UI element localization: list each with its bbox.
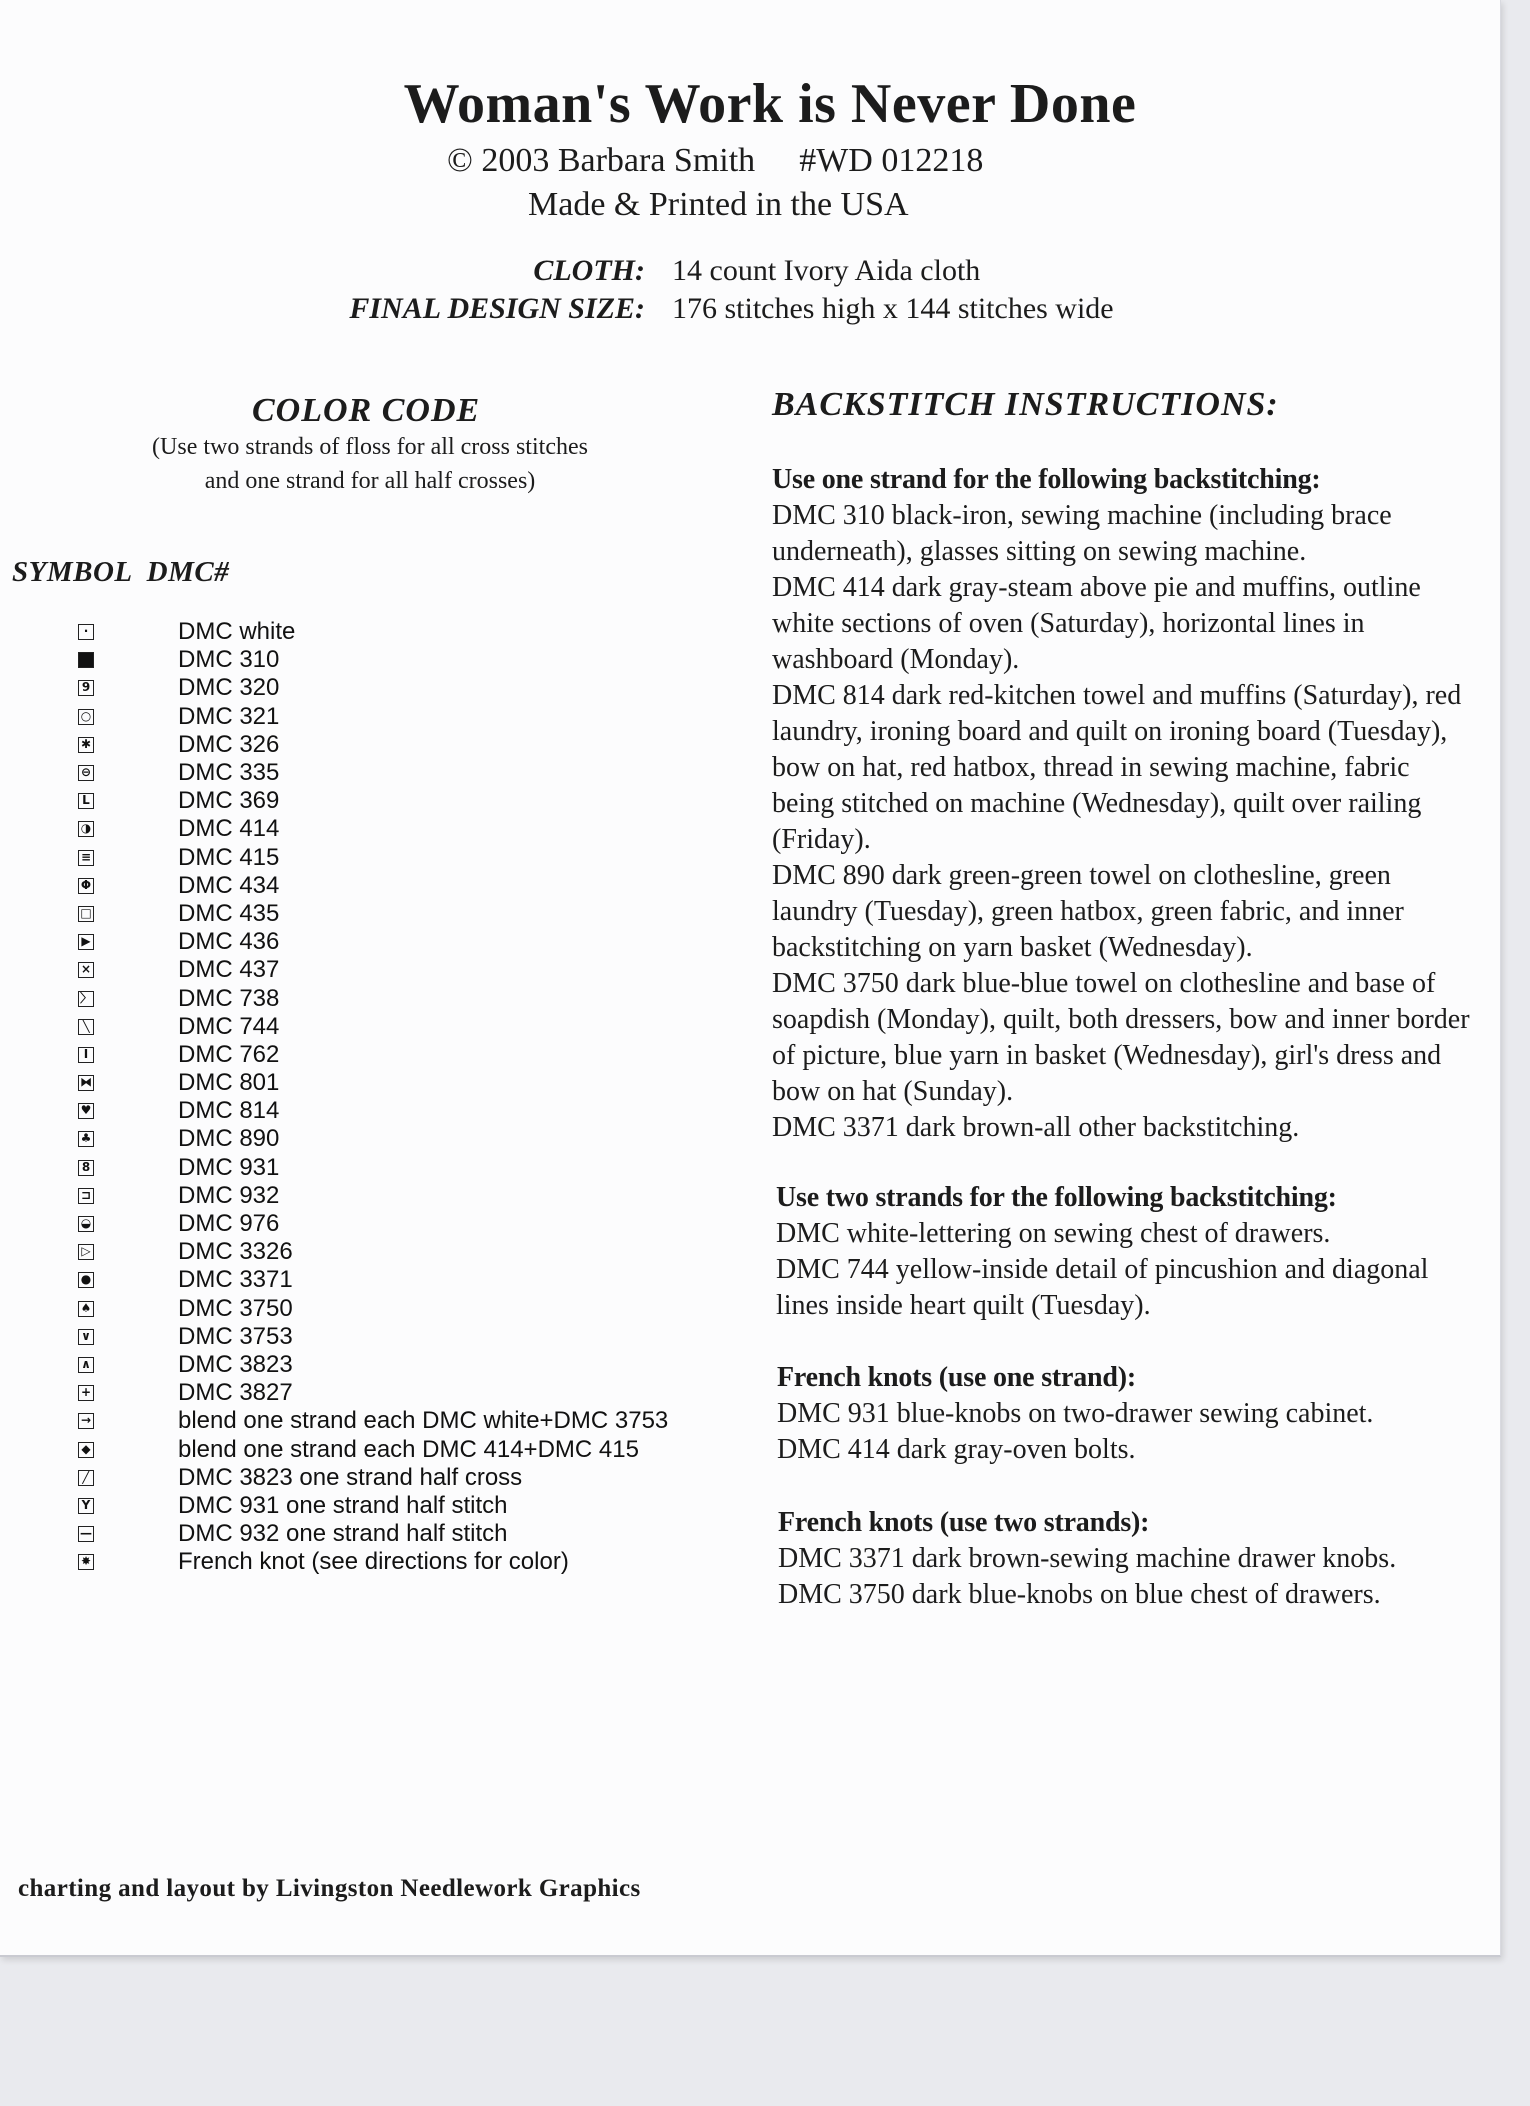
- circle-symbol-icon: ○: [78, 709, 94, 725]
- symbol-dmc-header: [12, 556, 229, 589]
- l-symbol-icon: L: [78, 793, 94, 809]
- backstitch-item: DMC 3750 dark blue-blue towel on clothesline and base of soapdish (Monday), quilt, both dressers, bow and inner border of picture, blue yarn in basket (Wednesday), girl's dress and bow on hat (Sunday).: [772, 968, 1470, 1107]
- asterisk-symbol-icon: ✱: [78, 737, 94, 753]
- french-knots-two-section: [778, 1505, 1478, 1613]
- backstitch-item: DMC 3371 dark brown-all other backstitching.: [772, 1112, 1300, 1143]
- color-code-row: [78, 1323, 718, 1351]
- color-code-heading: COLOR CODE: [252, 392, 481, 429]
- dmc-label: DMC 3827: [178, 1379, 293, 1407]
- color-code-row: [78, 1182, 718, 1210]
- french-knots-two-heading: French knots (use two strands):: [778, 1507, 1150, 1538]
- color-code-row: [78, 928, 718, 956]
- french-knots-one-section: [777, 1360, 1477, 1468]
- color-code-list: [78, 618, 718, 1576]
- color-code-row: [78, 1266, 718, 1294]
- backstitch-item: DMC 744 yellow-inside detail of pincushion and diagonal lines inside heart quilt (Tuesday).: [776, 1254, 1429, 1321]
- dmc-label: DMC 801: [178, 1069, 280, 1097]
- caret-symbol-icon: ∧: [78, 1357, 94, 1373]
- color-code-row: [78, 787, 718, 815]
- copyright-line: [447, 142, 983, 180]
- french-knot-item: DMC 3750 dark blue-knobs on blue chest of drawers.: [778, 1579, 1381, 1610]
- backstitch-item: DMC 310 black-iron, sewing machine (including brace underneath), glasses sitting on sewing machine.: [772, 500, 1392, 567]
- color-code-note-2: and one strand for all half crosses): [204, 468, 536, 494]
- color-code-row: [78, 872, 718, 900]
- color-code-row: [78, 1548, 718, 1576]
- color-code-row: [78, 1520, 718, 1548]
- color-code-row: [78, 1238, 718, 1266]
- dmc-column-header: DMC#: [146, 556, 230, 588]
- color-code-row: [78, 1464, 718, 1492]
- dmc-label: DMC 932: [178, 1181, 280, 1209]
- filled-circle-symbol-icon: ●: [78, 1272, 94, 1288]
- plus-symbol-icon: +: [78, 1385, 94, 1401]
- one-strand-heading: Use one strand for the following backstitching:: [772, 464, 1321, 495]
- symbol-column-header: SYMBOL: [12, 556, 133, 588]
- right-angle-symbol-icon: 〉: [79, 990, 92, 1005]
- filled-square-symbol-icon: [78, 652, 94, 668]
- color-code-row: [78, 1379, 718, 1407]
- dmc-label: DMC 976: [178, 1210, 280, 1238]
- french-knot-item: DMC 931 blue-knobs on two-drawer sewing cabinet.: [777, 1398, 1374, 1429]
- color-code-row: [78, 731, 718, 759]
- inner-square-symbol-icon: □: [78, 906, 94, 922]
- backstitch-item: DMC white-lettering on sewing chest of drawers.: [776, 1218, 1331, 1249]
- dmc-label: blend one strand each DMC 414+DMC 415: [178, 1435, 639, 1463]
- dmc-label: DMC 890: [178, 1125, 280, 1153]
- color-code-row: [78, 1154, 718, 1182]
- color-code-row: [78, 674, 718, 702]
- two-strand-section: [776, 1180, 1476, 1324]
- dot-symbol-icon: ·: [78, 624, 94, 640]
- dmc-label: DMC 931 one strand half stitch: [178, 1491, 508, 1519]
- dmc-label: DMC 3371: [178, 1266, 293, 1294]
- copyright-text: © 2003 Barbara Smith: [447, 142, 756, 179]
- eight-symbol-icon: 8: [78, 1160, 94, 1176]
- dmc-label: DMC 321: [178, 702, 280, 730]
- dmc-label: DMC 335: [178, 759, 280, 787]
- design-size-value: 176 stitches high x 144 stitches wide: [672, 292, 1114, 325]
- lower-half-symbol-icon: ◒: [78, 1216, 94, 1232]
- phi-symbol-icon: Φ: [78, 878, 94, 894]
- dmc-label: DMC 326: [178, 730, 280, 758]
- dmc-label: DMC 931: [178, 1153, 280, 1181]
- color-code-row: [78, 618, 718, 646]
- dmc-label: DMC 3750: [178, 1294, 293, 1322]
- color-code-row: [78, 1435, 718, 1463]
- dash-symbol-icon: —: [80, 1526, 92, 1541]
- cloth-value: 14 count Ivory Aida cloth: [672, 254, 981, 287]
- french-knot-item: DMC 3371 dark brown-sewing machine drawer knobs.: [778, 1543, 1397, 1574]
- dmc-label: DMC 932 one strand half stitch: [178, 1520, 508, 1548]
- arrow-symbol-icon: →: [78, 1413, 94, 1429]
- dmc-label: DMC 414: [178, 815, 280, 843]
- half-circle-symbol-icon: ◑: [78, 821, 94, 837]
- cloth-label: CLOTH:: [533, 254, 645, 287]
- slash-symbol-icon: ╱: [78, 1470, 94, 1486]
- french-knots-one-heading: French knots (use one strand):: [777, 1362, 1137, 1393]
- two-strand-heading: Use two strands for the following backstitching:: [776, 1182, 1337, 1213]
- v-symbol-icon: ∨: [78, 1329, 94, 1345]
- nine-symbol-icon: 9: [78, 680, 94, 696]
- color-code-row: [78, 1013, 718, 1041]
- dmc-label: DMC 437: [178, 956, 280, 984]
- starburst-symbol-icon: ✸: [78, 1554, 94, 1570]
- color-code-row: [78, 1125, 718, 1153]
- dmc-label: DMC 436: [178, 928, 280, 956]
- dmc-label: DMC 3823: [178, 1350, 293, 1378]
- design-size-label: FINAL DESIGN SIZE:: [349, 292, 645, 325]
- y-symbol-icon: Y: [78, 1498, 94, 1514]
- color-code-row: [78, 1351, 718, 1379]
- color-code-row: [78, 1069, 718, 1097]
- dmc-label: DMC 3753: [178, 1322, 293, 1350]
- made-in-line: Made & Printed in the USA: [528, 186, 909, 223]
- color-code-row: [78, 646, 718, 674]
- dmc-label: French knot (see directions for color): [178, 1548, 569, 1576]
- backstitch-item: DMC 414 dark gray-steam above pie and muffins, outline white sections of oven (Saturday), horizontal lines in washboard (Monday).: [772, 572, 1421, 675]
- dmc-label: DMC white: [178, 618, 296, 646]
- color-code-row: [78, 1407, 718, 1435]
- dmc-label: DMC 310: [178, 646, 280, 674]
- club-symbol-icon: ♣: [78, 1131, 94, 1147]
- credit-footer: charting and layout by Livingston Needlework Graphics: [18, 1875, 641, 1902]
- backstitch-heading: BACKSTITCH INSTRUCTIONS:: [772, 386, 1279, 423]
- dmc-label: DMC 744: [178, 1012, 280, 1040]
- dmc-label: DMC 434: [178, 871, 280, 899]
- color-code-note-1: (Use two strands of floss for all cross stitches: [152, 434, 588, 460]
- color-code-row: [78, 1210, 718, 1238]
- dmc-label: DMC 738: [178, 984, 280, 1012]
- outline-triangle-symbol-icon: ▷: [78, 1244, 94, 1260]
- right-triangle-symbol-icon: ▶: [78, 934, 94, 950]
- i-bar-symbol-icon: I: [78, 1047, 94, 1063]
- spade-symbol-icon: ♠: [78, 1301, 94, 1317]
- backslash-symbol-icon: ╲: [78, 1019, 94, 1035]
- color-code-row: [78, 703, 718, 731]
- dmc-label: DMC 369: [178, 787, 280, 815]
- color-code-row: [78, 1492, 718, 1520]
- color-code-row: [78, 1097, 718, 1125]
- dmc-label: DMC 320: [178, 674, 280, 702]
- one-strand-section: [772, 462, 1472, 1146]
- dmc-label: DMC 762: [178, 1040, 280, 1068]
- triple-bar-symbol-icon: ≡: [78, 850, 94, 866]
- design-code: #WD 012218: [799, 142, 984, 179]
- color-code-row: [78, 956, 718, 984]
- backstitch-item: DMC 814 dark red-kitchen towel and muffins (Saturday), red laundry, ironing board and quilt on ironing board (Tuesday), bow on hat, red hatbox, thread in sewing machine, fabric being stitched on machine (Wednesday), quilt over railing (Friday).: [772, 680, 1462, 855]
- color-code-row: [78, 1295, 718, 1323]
- bowtie-symbol-icon: ⧓: [80, 1075, 92, 1090]
- color-code-row: [78, 1041, 718, 1069]
- page-title: Woman's Work is Never Done: [403, 73, 1137, 135]
- circle-minus-symbol-icon: ⊖: [78, 765, 94, 781]
- dmc-label: DMC 3823 one strand half cross: [178, 1463, 523, 1491]
- color-code-row: [78, 900, 718, 928]
- dmc-label: blend one strand each DMC white+DMC 3753: [178, 1407, 669, 1435]
- dmc-label: DMC 3326: [178, 1238, 293, 1266]
- diamond-symbol-icon: ◆: [78, 1442, 94, 1458]
- color-code-row: [78, 984, 718, 1012]
- color-code-row: [78, 844, 718, 872]
- backstitch-item: DMC 890 dark green-green towel on clothesline, green laundry (Tuesday), green hatbox, green fabric, and inner backstitching on yarn basket (Wednesday).: [772, 860, 1404, 963]
- dmc-label: DMC 415: [178, 843, 280, 871]
- color-code-row: [78, 759, 718, 787]
- dmc-label: DMC 435: [178, 899, 280, 927]
- dmc-label: DMC 814: [178, 1097, 280, 1125]
- heart-symbol-icon: ♥: [78, 1103, 94, 1119]
- bracket-symbol-icon: ⊐: [78, 1188, 94, 1204]
- french-knot-item: DMC 414 dark gray-oven bolts.: [777, 1434, 1136, 1465]
- x-symbol-icon: ×: [78, 962, 94, 978]
- color-code-row: [78, 815, 718, 843]
